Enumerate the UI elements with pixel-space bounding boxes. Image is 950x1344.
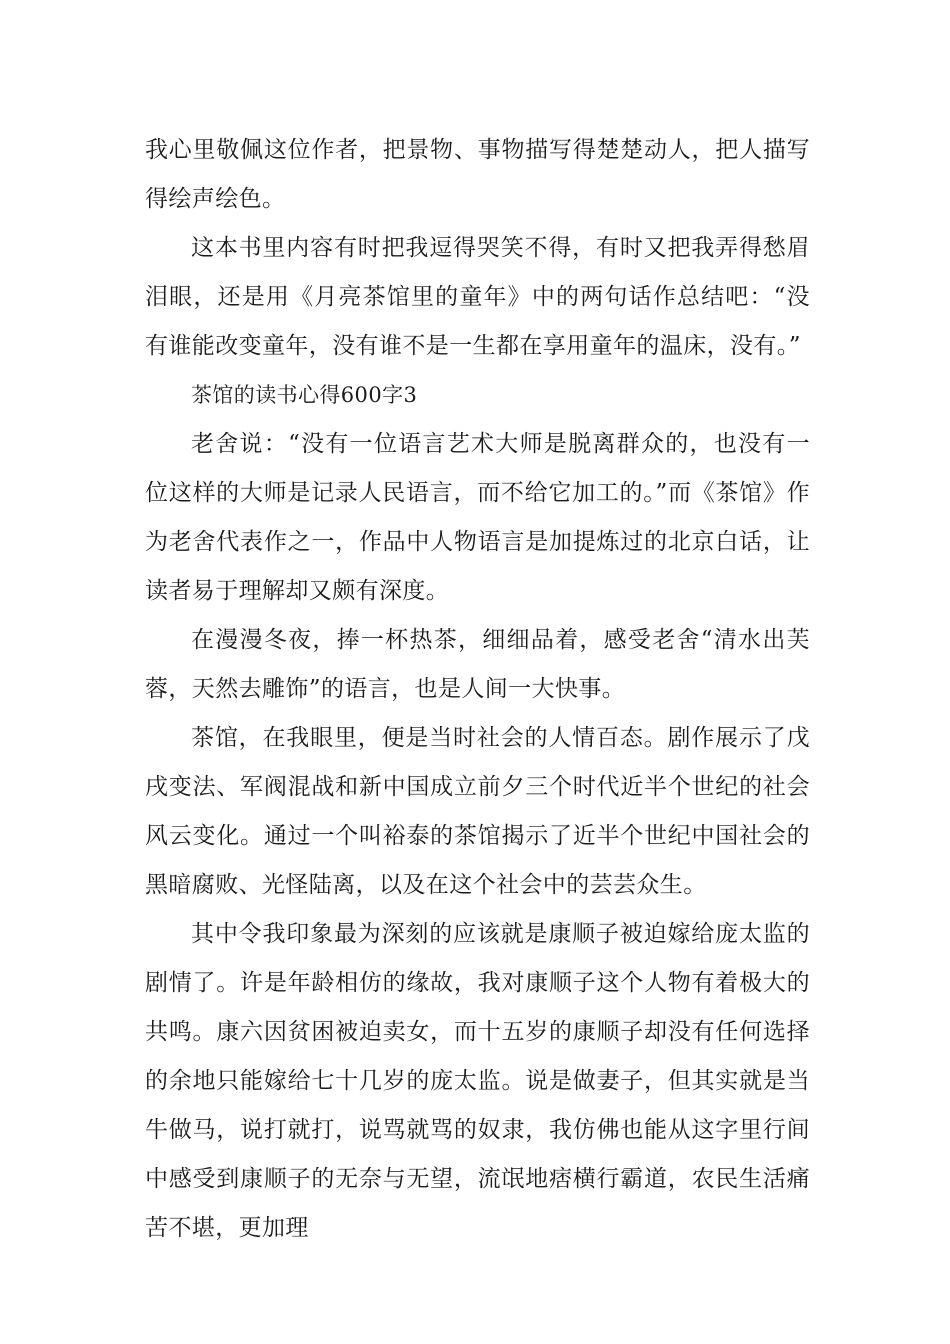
paragraph-5: 茶馆，在我眼里，便是当时社会的人情百态。剧作展示了戊戌变法、军阀混战和新中国成立前夕三个时代近半个世纪的社会风云变化。通过一个叫裕泰的茶馆揭示了近半个世纪中国社会的黑暗腐败、光怪陆离，以及在这个社会中的芸芸众生。	[145, 725, 810, 898]
paragraph-6: 其中令我印象最为深刻的应该就是康顺子被迫嫁给庞太监的剧情了。许是年龄相仿的缘故，我对康顺子这个人物有着极大的共鸣。康六因贫困被迫卖女，而十五岁的康顺子却没有任何选择的余地只能嫁给七十几岁的庞太监。说是做妻子，但其实就是当牛做马，说打就打，说骂就骂的奴隶，我仿佛也能从这字里行间中感受到康顺子的无奈与无望，流氓地痞横行霸道，农民生活痛苦不堪，更加理	[145, 921, 810, 1241]
document-body	[145, 126, 810, 1253]
paragraph-4: 在漫漫冬夜，捧一杯热茶，细细品着，感受老舍“清水出芙蓉，天然去雕饰”的语言，也是人间一大快事。	[145, 627, 810, 702]
paragraph-2: 这本书里内容有时把我逗得哭笑不得，有时又把我弄得愁眉泪眼，还是用《月亮茶馆里的童年》中的两句话作总结吧：“没有谁能改变童年，没有谁不是一生都在享用童年的温床，没有。”	[145, 235, 810, 359]
section-heading: 茶馆的读书心得600字3	[191, 383, 418, 407]
paragraph-1: 我心里敬佩这位作者，把景物、事物描写得楚楚动人，把人描写得绘声绘色。	[145, 137, 810, 212]
paragraph-3: 老舍说：“没有一位语言艺术大师是脱离群众的，也没有一位这样的大师是记录人民语言，而不给它加工的。”而《茶馆》作为老舍代表作之一，作品中人物语言是加提炼过的北京白话，让读者易于理解却又颇有深度。	[145, 431, 810, 604]
